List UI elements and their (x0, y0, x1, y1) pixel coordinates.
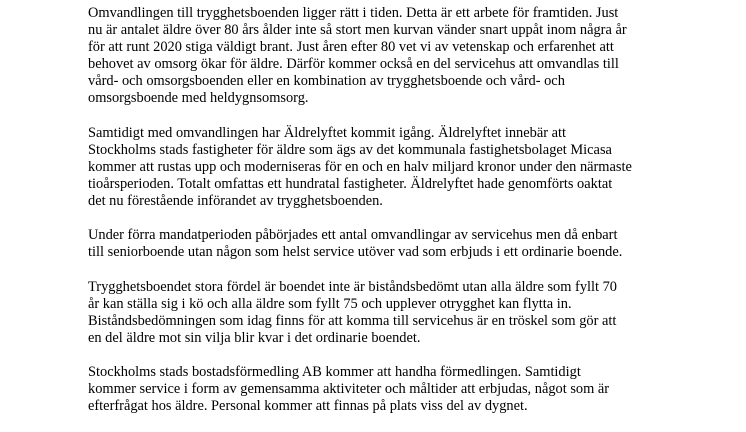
text-line: omsorgsboende med heldygnsomsorg. (88, 90, 309, 107)
text-line: efterfrågat hos äldre. Personal kommer att finnas på plats viss del av dygnet. (88, 398, 528, 415)
text-line: Omvandlingen till trygghetsboenden ligger rätt i tiden. Detta är ett arbete för framtiden. Just (88, 5, 619, 21)
paragraph-previous-term (88, 227, 688, 261)
paragraph-conversion (88, 5, 688, 108)
text-line: kommer service i form av gemensamma aktiviteter och måltider att erbjudas, något som är (88, 381, 610, 398)
text-line: Trygghetsboendet stora fördel är boendet inte är biståndsbedömt utan alla äldre som fyllt 70 (88, 278, 617, 295)
text-line: Biståndsbedömningen som idag finns för att komma till servicehus är en tröskel som gör att (88, 312, 617, 329)
text-line: år kan ställa sig i kö och alla äldre som fyllt 75 och upplever otrygghet kan flytta in. (88, 295, 572, 312)
text-line: nu är antalet äldre över 80 års ålder inte så stort men kurvan vänder snart uppåt inom några år (88, 22, 627, 39)
document-page (88, 0, 688, 432)
text-line: Samtidigt med omvandlingen har Äldrelyftet kommit igång. Äldrelyftet innebär att (88, 124, 566, 141)
text-line: kommer att rustas upp och moderniseras för en och en halv miljard kronor under den närmaste (88, 158, 632, 175)
text-line: Stockholms stads bostadsförmedling AB kommer att handha förmedlingen. Samtidigt (88, 363, 581, 380)
paragraph-aldrelyftet (88, 125, 688, 210)
text-line: tioårsperioden. Totalt omfattas ett hundratal fastigheter. Äldrelyftet hade genomförts oaktat (88, 175, 613, 192)
paragraph-housing-agency (88, 364, 688, 415)
text-line: till seniorboende utan någon som helst service utöver vad som erbjuds i ett ordinarie boende. (88, 244, 623, 261)
text-line: behovet av omsorg ökar för äldre. Därför kommer också en del servicehus att omvandlas till (88, 56, 619, 73)
text-line: vård- och omsorgsboenden eller en kombination av trygghetsboende och vård- och (88, 73, 565, 90)
text-line: det nu förestående införandet av trygghetsboenden. (88, 193, 383, 210)
text-line: Stockholms stads fastigheter för äldre som ägs av det kommunala fastighetsbolaget Micasa (88, 141, 612, 158)
paragraph-advantages (88, 279, 688, 347)
text-line: en del äldre mot sin vilja blir kvar i det ordinarie boendet. (88, 329, 421, 346)
text-line: för att runt 2020 stiga väldigt brant. Just åren efter 80 vet vi av vetenskap och erfarenhet att (88, 39, 614, 56)
text-line: Under förra mandatperioden påbörjades ett antal omvandlingar av servicehus men då enbart (88, 227, 618, 244)
